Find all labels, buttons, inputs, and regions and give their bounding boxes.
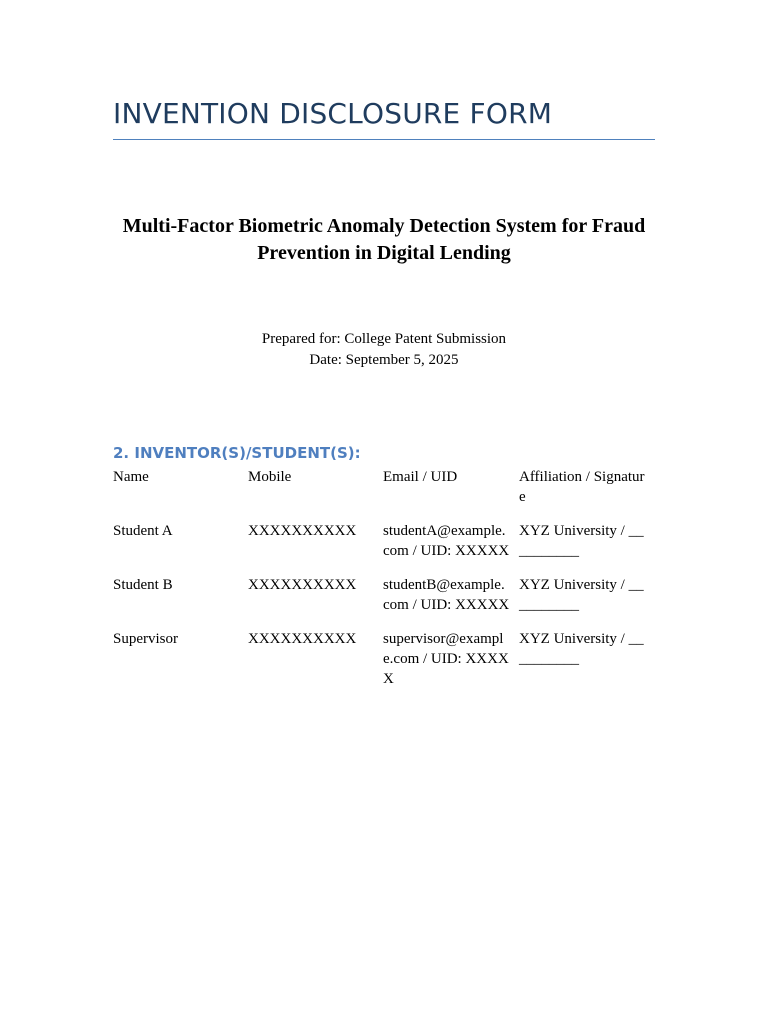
column-header-email-uid: Email / UID <box>383 469 458 485</box>
column-header-name: Name <box>113 469 149 485</box>
cell-name: Student A <box>113 523 173 539</box>
cell-mobile: XXXXXXXXXX <box>248 631 357 647</box>
cell-name: Supervisor <box>113 631 178 647</box>
table-row <box>113 629 655 703</box>
title-underline <box>113 139 655 140</box>
cell-email-uid: studentB@example.com / UID: XXXXX <box>383 577 510 613</box>
cell-email-uid: studentA@example.com / UID: XXXXX <box>383 523 510 559</box>
table-header-row <box>113 467 655 521</box>
cell-affiliation-signature: XYZ University / __________ <box>519 631 644 667</box>
invention-title: Multi-Factor Biometric Anomaly Detection System for Fraud Prevention in Digital Lending <box>122 215 646 264</box>
table-row <box>113 521 655 575</box>
cell-mobile: XXXXXXXXXX <box>248 523 357 539</box>
inventors-section-heading: 2. INVENTOR(S)/STUDENT(S): <box>113 444 361 462</box>
column-header-mobile: Mobile <box>248 469 292 485</box>
cell-affiliation-signature: XYZ University / __________ <box>519 523 644 559</box>
document-title: INVENTION DISCLOSURE FORM <box>113 97 553 130</box>
inventors-table <box>113 467 655 703</box>
date-line: Date: September 5, 2025 <box>309 352 459 368</box>
preparation-info <box>113 329 655 371</box>
column-header-affiliation-signature: Affiliation / Signature <box>519 469 645 505</box>
cell-affiliation-signature: XYZ University / __________ <box>519 577 644 613</box>
table-row <box>113 575 655 629</box>
cell-name: Student B <box>113 577 173 593</box>
cell-email-uid: supervisor@example.com / UID: XXXXX <box>383 631 509 687</box>
prepared-for-line: Prepared for: College Patent Submission <box>261 331 507 347</box>
cell-mobile: XXXXXXXXXX <box>248 577 357 593</box>
